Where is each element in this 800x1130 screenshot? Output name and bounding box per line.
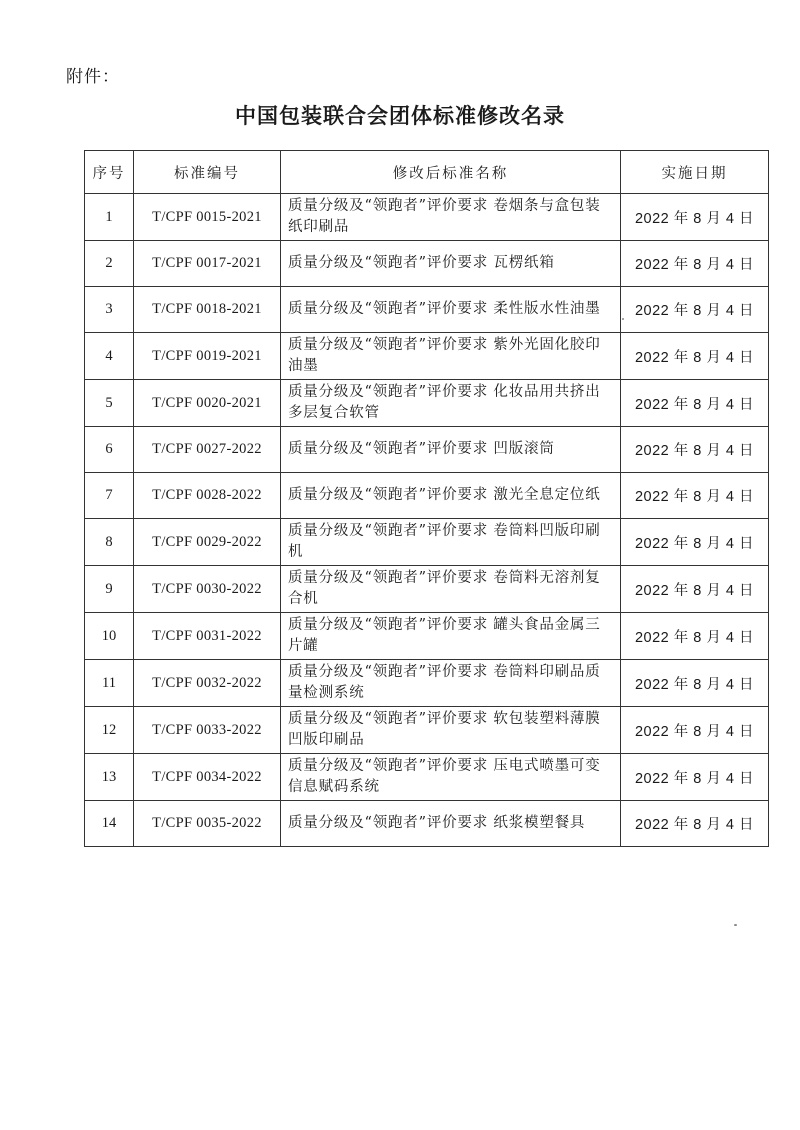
cell-name: 质量分级及“领跑者”评价要求 凹版滚筒 xyxy=(281,427,621,473)
cell-date: 2022 年 8 月 4 日 xyxy=(621,707,769,754)
cell-date: 2022 年 8 月 4 日 xyxy=(621,519,769,566)
table-row xyxy=(85,473,769,519)
cell-code: T/CPF 0031-2022 xyxy=(134,613,281,660)
cell-code: T/CPF 0032-2022 xyxy=(134,660,281,707)
table-row xyxy=(85,566,769,613)
table-row xyxy=(85,660,769,707)
cell-name: 质量分级及“领跑者”评价要求 卷烟条与盒包装纸印刷品 xyxy=(281,194,621,241)
cell-seq: 12 xyxy=(85,707,134,754)
cell-seq: 13 xyxy=(85,754,134,801)
scan-speck xyxy=(734,924,737,926)
table-row xyxy=(85,613,769,660)
cell-seq: 7 xyxy=(85,473,134,519)
cell-date: 2022 年 8 月 4 日 xyxy=(621,801,769,847)
cell-date: 2022 年 8 月 4 日 xyxy=(621,427,769,473)
cell-code: T/CPF 0028-2022 xyxy=(134,473,281,519)
cell-name: 质量分级及“领跑者”评价要求 化妆品用共挤出多层复合软管 xyxy=(281,380,621,427)
header-date: 实施日期 xyxy=(621,151,769,194)
cell-name: 质量分级及“领跑者”评价要求 压电式喷墨可变信息赋码系统 xyxy=(281,754,621,801)
header-name: 修改后标准名称 xyxy=(281,151,621,194)
cell-date: 2022 年 8 月 4 日 xyxy=(621,754,769,801)
cell-name: 质量分级及“领跑者”评价要求 卷筒料凹版印刷机 xyxy=(281,519,621,566)
table-header-row xyxy=(85,151,769,194)
cell-name: 质量分级及“领跑者”评价要求 卷筒料印刷品质量检测系统 xyxy=(281,660,621,707)
cell-seq: 10 xyxy=(85,613,134,660)
cell-code: T/CPF 0030-2022 xyxy=(134,566,281,613)
cell-code: T/CPF 0034-2022 xyxy=(134,754,281,801)
cell-seq: 11 xyxy=(85,660,134,707)
cell-seq: 5 xyxy=(85,380,134,427)
cell-seq: 14 xyxy=(85,801,134,847)
cell-date: 2022 年 8 月 4 日 xyxy=(621,660,769,707)
cell-name: 质量分级及“领跑者”评价要求 软包装塑料薄膜凹版印刷品 xyxy=(281,707,621,754)
cell-code: T/CPF 0018-2021 xyxy=(134,287,281,333)
table-body xyxy=(85,194,769,847)
cell-date: 2022 年 8 月 4 日 xyxy=(621,333,769,380)
cell-code: T/CPF 0027-2022 xyxy=(134,427,281,473)
table-row xyxy=(85,707,769,754)
cell-seq: 3 xyxy=(85,287,134,333)
cell-seq: 8 xyxy=(85,519,134,566)
cell-date: 2022 年 8 月 4 日 xyxy=(621,380,769,427)
cell-seq: 6 xyxy=(85,427,134,473)
attachment-label: 附件： xyxy=(66,67,120,87)
cell-date: 2022 年 8 月 4 日 xyxy=(621,287,769,333)
cell-name: 质量分级及“领跑者”评价要求 瓦楞纸箱 xyxy=(281,241,621,287)
cell-seq: 1 xyxy=(85,194,134,241)
cell-name: 质量分级及“领跑者”评价要求 激光全息定位纸 xyxy=(281,473,621,519)
cell-seq: 9 xyxy=(85,566,134,613)
cell-name: 质量分级及“领跑者”评价要求 纸浆模塑餐具 xyxy=(281,801,621,847)
table-row xyxy=(85,801,769,847)
standards-table xyxy=(84,150,769,847)
table-row xyxy=(85,241,769,287)
header-seq: 序号 xyxy=(85,151,134,194)
cell-date: 2022 年 8 月 4 日 xyxy=(621,241,769,287)
cell-code: T/CPF 0015-2021 xyxy=(134,194,281,241)
table-row xyxy=(85,754,769,801)
table-row xyxy=(85,519,769,566)
cell-name: 质量分级及“领跑者”评价要求 柔性版水性油墨 xyxy=(281,287,621,333)
cell-name: 质量分级及“领跑者”评价要求 紫外光固化胶印油墨 xyxy=(281,333,621,380)
cell-code: T/CPF 0019-2021 xyxy=(134,333,281,380)
cell-seq: 4 xyxy=(85,333,134,380)
cell-code: T/CPF 0035-2022 xyxy=(134,801,281,847)
table-row xyxy=(85,194,769,241)
cell-name: 质量分级及“领跑者”评价要求 罐头食品金属三片罐 xyxy=(281,613,621,660)
table-row xyxy=(85,287,769,333)
cell-code: T/CPF 0033-2022 xyxy=(134,707,281,754)
scan-speck xyxy=(622,318,624,320)
cell-code: T/CPF 0017-2021 xyxy=(134,241,281,287)
table-row xyxy=(85,380,769,427)
cell-date: 2022 年 8 月 4 日 xyxy=(621,566,769,613)
document-title: 中国包装联合会团体标准修改名录 xyxy=(235,104,565,128)
cell-code: T/CPF 0020-2021 xyxy=(134,380,281,427)
table-row xyxy=(85,333,769,380)
cell-code: T/CPF 0029-2022 xyxy=(134,519,281,566)
table-row xyxy=(85,427,769,473)
cell-date: 2022 年 8 月 4 日 xyxy=(621,473,769,519)
header-code: 标准编号 xyxy=(134,151,281,194)
cell-date: 2022 年 8 月 4 日 xyxy=(621,613,769,660)
cell-date: 2022 年 8 月 4 日 xyxy=(621,194,769,241)
cell-name: 质量分级及“领跑者”评价要求 卷筒料无溶剂复合机 xyxy=(281,566,621,613)
cell-seq: 2 xyxy=(85,241,134,287)
